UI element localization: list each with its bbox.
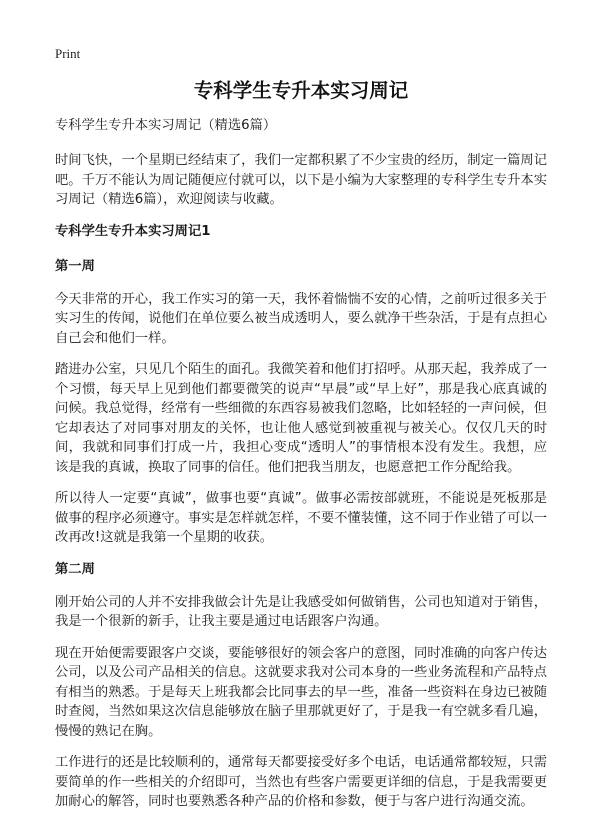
week-heading-1: 第一周 — [55, 258, 95, 274]
week1-paragraph-3: 所以待人一定要“真诚”，做事也要“真诚”。做事必需按部就班，不能说是死板那是做事的程序必须遵守。事实是怎样就怎样，不要不懂装懂，这不同于作业错了可以一改再改!这就是我第一个星期的收获。 — [55, 491, 547, 545]
week2-paragraph-3: 工作进行的还是比较顺利的，通常每天都要接受好多个电话，电话通常都较短，只需要简单的作一些相关的介绍即可，当然也有些客户需要更详细的信息，于是我需要更加耐心的解答，同时也要熟悉各种产品的价格和参数，便于与客户进行沟通交流。 — [55, 755, 547, 809]
week2-paragraph-1: 刚开始公司的人并不安排我做会计先是让我感受如何做销售，公司也知道对于销售，我是一个很新的新手，让我主要是通过电话跟客户沟通。 — [55, 594, 547, 629]
intro-paragraph: 时间飞快，一个星期已经结束了，我们一定都积累了不少宝贵的经历，制定一篇周记吧。千万不能认为周记随便应付就可以，以下是小编为大家整理的专科学生专升本实习周记（精选6篇），欢迎阅读与收藏。 — [55, 153, 547, 207]
page-title: 专科学生专升本实习周记 — [193, 79, 409, 102]
article-content — [55, 78, 547, 824]
section-heading-1: 专科学生专升本实习周记1 — [55, 223, 211, 239]
week1-paragraph-1: 今天非常的开心，我工作实习的第一天，我怀着惴惴不安的心情，之前听过很多关于实习生的传闻，说他们在单位要么被当成透明人，要么就净干些杂活，于是有点担心自己会和他们一样。 — [55, 291, 547, 346]
week1-paragraph-2: 踏进办公室，只见几个陌生的面孔。我微笑着和他们打招呼。从那天起，我养成了一个习惯，每天早上见到他们都要微笑的说声“早晨”或“早上好”，那是我心底真诚的问候。我总觉得，经常有一些细微的东西容易被我们忽略，比如轻轻的一声问候，但它却表达了对同事对朋友的关怀，也让他人感觉到被重视与被关心。仅仅几天的时间，我就和同事们打成一片，我担心变成“透明人”的事情根本没有发生。我想，应该是我的真诚，换取了同事的信任。他们把我当朋友，也愿意把工作分配给我。 — [55, 362, 547, 475]
article-subtitle: 专科学生专升本实习周记（精选6篇） — [55, 118, 277, 133]
week2-paragraph-2: 现在开始便需要跟客户交谈，要能够很好的领会客户的意图，同时准确的向客户传达公司，以及公司产品相关的信息。这就要求我对公司本身的一些业务流程和产品特点有相当的熟悉。于是每天上班我都会比同事去的早一些，准备一些资料在身边已被随时查阅，当然如果这次信息能够放在脑子里那就更好了，于是我一有空就多看几遍，慢慢的熟记在胸。 — [55, 645, 547, 739]
week-heading-2: 第二周 — [55, 561, 95, 577]
print-link[interactable]: Print — [55, 46, 81, 61]
